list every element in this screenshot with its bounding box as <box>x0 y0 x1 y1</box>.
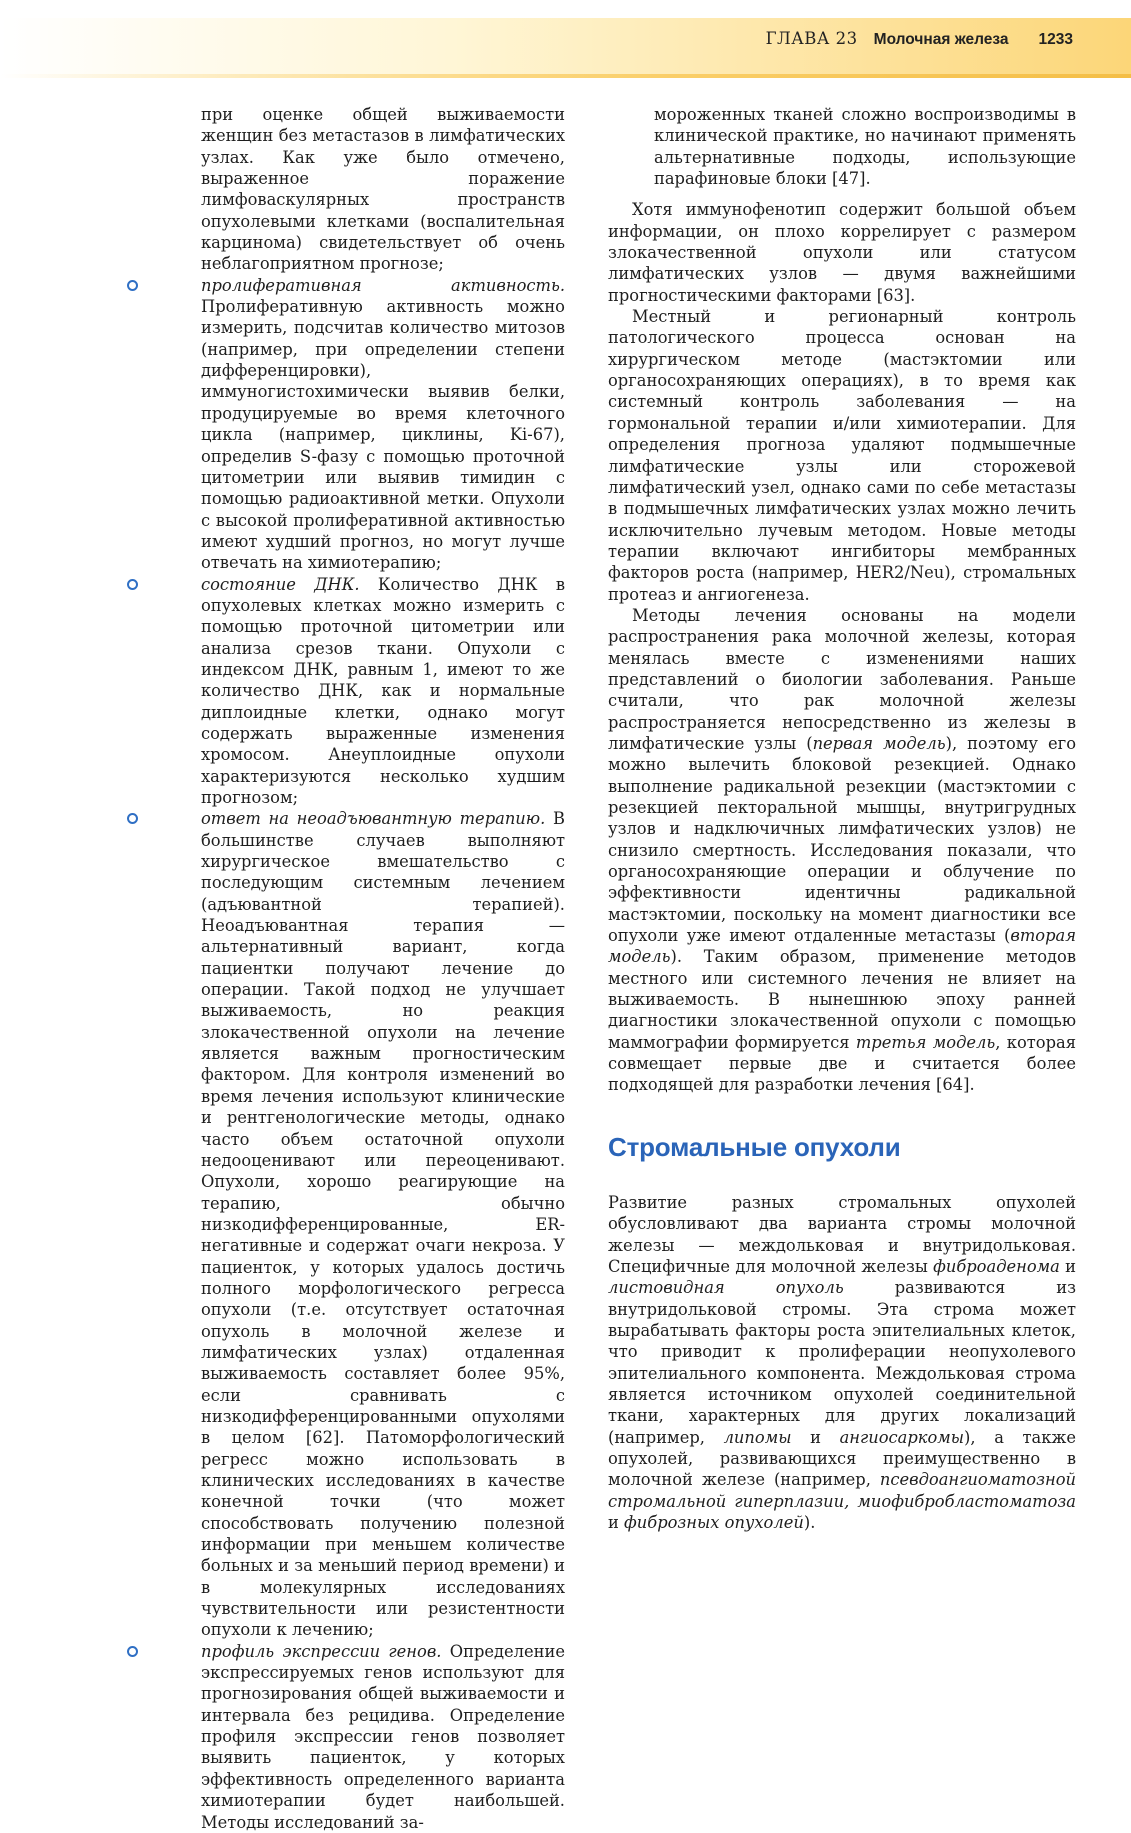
text-run: и <box>791 1427 840 1447</box>
text-run: и <box>1059 1256 1077 1276</box>
bullet-icon <box>127 280 138 291</box>
section-heading: Стромальные опухоли <box>608 1131 901 1162</box>
bullet-icon <box>127 813 138 824</box>
list-item-gene-expression <box>155 1641 565 1833</box>
italic-term: первая модель <box>812 733 946 753</box>
right-column <box>608 104 1076 1533</box>
list-item-term: ответ на неоадъювантную терапию. <box>201 809 546 829</box>
text-run: , которая совмещает первые две и считается более подходящей для разработки лечения [64]. <box>608 1032 1076 1095</box>
bullet-icon <box>127 579 138 590</box>
bullet-icon <box>127 1646 138 1657</box>
paragraph-treatment-models <box>608 605 1076 1096</box>
italic-term: вторая модель <box>608 926 1076 967</box>
list-item-proliferative-activity <box>155 275 565 574</box>
italic-term: третья модель <box>855 1032 996 1052</box>
italic-term: псевдоангиоматозной стромальной гиперплазии, миофибробластоматоза <box>608 1470 1076 1511</box>
italic-term: ангиосаркомы <box>839 1427 965 1447</box>
chapter-title: Молочная железа <box>873 31 1009 48</box>
list-item-text: Пролиферативную активность можно измерить, подсчитав количество митозов (например, при определении степени дифференцировки), иммуногистохимически выявив белки, продуцируемые во время клеточного цикла (например, циклины, Ki-67), определив S-фазу с помощью проточной цитометрии или выявив тимидин с помощью радиоактивной метки. Опухоли с высокой пролиферативной активностью имеют худший прогноз, но могут лучше отвечать на химиотерапию; <box>201 297 565 573</box>
italic-term: фиброаденома <box>933 1256 1060 1276</box>
list-item-text: Определение экспрессируемых генов используют для прогнозирования общей выживаемости и интервала без рецидива. Определение профиля экспрессии генов позволяет выявить пациенток, у которых эффективность определенного варианта химиотерапии будет наибольшей. Методы исследований за- <box>201 1641 565 1832</box>
list-item-neoadjuvant-response <box>155 808 565 1640</box>
italic-term: листовидная опухоль <box>608 1278 844 1298</box>
paragraph-continued: при оценке общей выживаемости женщин без метастазов в лимфатических узлах. Как уже было отмечено, выраженное поражение лимфоваскулярных пространств опухолевыми клетками (воспалительная карцинома) свидетельствует об очень неблагоприятном прогнозе; <box>201 105 565 274</box>
list-item-term: профиль экспрессии генов. <box>201 1641 442 1661</box>
list-item-text: В большинстве случаев выполняют хирургическое вмешательство с последующим системным лечением (адъювантной терапией). Неоадъювантная терапия — альтернативный вариант, когда пациентки получают лечение до операции. Такой подход не улучшает выживаемость, но реакция злокачественной опухоли на лечение является важным прогностическим фактором. Для контроля изменений во время лечения используют клинические и рентгенологические методы, однако часто объем остаточной опухоли недооценивают или переоценивают. Опухоли, хорошо реагирующие на терапию, обычно низкодифференцированные, ER-негативные и содержат очаги некроза. У пациенток, у которых удалось достичь полного морфологического регресса опухоли (т.е. отсутствует остаточная опухоль в молочной железе и лимфатических узлах) отдаленная выживаемость составляет более 95%, если сравнивать с низкодифференцированными опухолями в целом [62]. Патоморфологический регресс можно использовать в клинических исследованиях в качестве конечной точки (что может способствовать получению полезной информации при меньшем количестве больных и за меньший период времени) и в молекулярных исследованиях чувствительности или резистентности опухоли к лечению; <box>201 809 566 1640</box>
paragraph-continued: мороженных тканей сложно воспроизводимы в клинической практике, но начинают применять альтернативные подходы, использующие парафиновые блоки [47]. <box>654 105 1076 189</box>
left-column <box>155 104 565 1833</box>
text-run: ), а также опухолей, развивающихся преимущественно в молочной железе (например, <box>608 1427 1077 1490</box>
italic-term: фиброзных опухолей <box>624 1512 804 1532</box>
page-number: 1233 <box>1038 31 1073 48</box>
text-run: ). Таким образом, применение методов местного или системного лечения не влияет на выживаемость. В нынешнюю эпоху ранней диагностики злокачественной опухоли с помощью маммографии формируется <box>608 947 1076 1052</box>
list-item-term: состояние ДНК. <box>201 574 360 594</box>
text-run: Методы лечения основаны на модели распространения рака молочной железы, которая менялась вместе с изменениями наших представлений о биологии заболевания. Раньше считали, что рак молочной железы распространяется непосредственно из железы в лимфатические узлы ( <box>608 605 1076 753</box>
text-run: Развитие разных стромальных опухолей обусловливают два варианта стромы молочной железы — междольковая и внутридольковая. Специфичные для молочной железы <box>608 1192 1076 1276</box>
paragraph-stromal-tumors <box>608 1192 1076 1534</box>
italic-term: липомы <box>723 1427 792 1447</box>
paragraph-local-control: Местный и регионарный контроль патологического процесса основан на хирургическом методе (мастэктомии или органосохраняющих операциях), в то время как системный контроль заболевания — на гормональной терапии и/или химиотерапии. Для определения прогноза удаляют подмышечные лимфатические узлы или сторожевой лимфатический узел, однако сами по себе метастазы в подмышечных лимфатических узлах можно лечить исключительно лучевым методом. Новые методы терапии включают ингибиторы мембранных факторов роста (например, HER2/Neu), стромальных протеаз и ангиогенеза. <box>608 307 1076 604</box>
running-header <box>766 29 1073 49</box>
text-run: ). <box>803 1512 816 1532</box>
text-run: ), поэтому его можно вылечить блоковой резекцией. Однако выполнение радикальной резекции (мастэктомии с резекцией пекторальной мышцы, внутригрудных узлов и надключичных лимфатических узлов) не снизило смертность. Исследования показали, что органосохраняющие операции и облучение по эффективности идентичны радикальной мастэктомии, поскольку на момент диагностики все опухоли уже имеют отдаленные метастазы ( <box>608 733 1077 946</box>
text-run: и <box>608 1512 625 1532</box>
text-run: развиваются из внутридольковой стромы. Эта строма может вырабатывать факторы роста эпителиальных клеток, что приводит к пролиферации неопухолевого эпителиального компонента. Междольковая строма является источником опухолей соединительной ткани, характерных для других локализаций (например, <box>608 1278 1076 1447</box>
list-item-term: пролиферативная активность. <box>201 275 565 295</box>
list-item-dna-status <box>155 574 565 809</box>
list-item-text: Количество ДНК в опухолевых клетках можно измерить с помощью проточной цитометрии или анализа срезов ткани. Опухоли с индексом ДНК, равным 1, имеют то же количество ДНК, как и нормальные диплоидные клетки, однако могут содержать выраженные изменения хромосом. Анеуплоидные опухоли характеризуются несколько худшим прогнозом; <box>201 574 565 807</box>
paragraph-immunophenotype: Хотя иммунофенотип содержит большой объем информации, он плохо коррелирует с размером злокачественной опухоли или статусом лимфатических узлов — двумя важнейшими прогностическими факторами [63]. <box>608 200 1076 305</box>
chapter-label: ГЛАВА 23 <box>765 29 858 48</box>
